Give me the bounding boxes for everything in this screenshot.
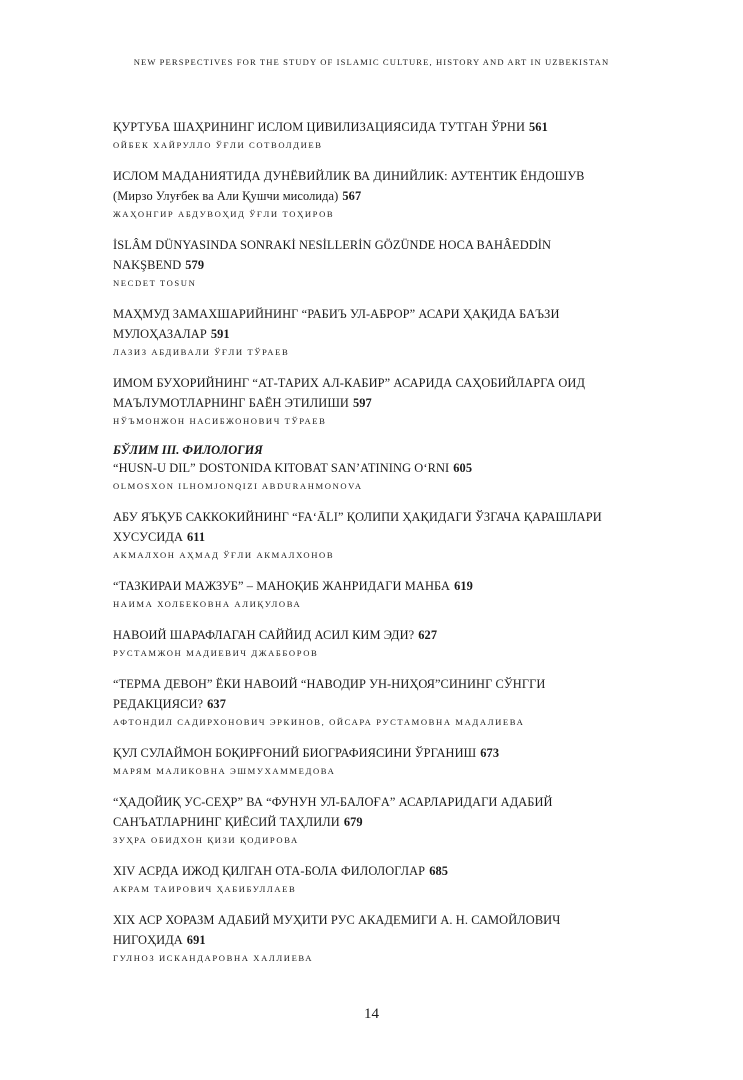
entry-title-text: САНЪАТЛАРНИНГ ҚИЁСИЙ ТАҲЛИЛИ: [113, 815, 340, 829]
entry-title-text: XIV АСРДА ИЖОД ҚИЛГАН ОТА-БОЛА ФИЛОЛОГЛАР: [113, 864, 426, 878]
section-entries: [113, 458, 633, 965]
entry-page-number: 591: [210, 327, 230, 341]
toc-entry: [113, 304, 633, 359]
entry-title-text: НАВОИЙ ШАРАФЛАГАН САЙЙИД АСИЛ КИМ ЭДИ?: [113, 628, 415, 642]
entry-page-number: 685: [429, 864, 449, 878]
entry-author: НАИМА ХОЛБЕКОВНА АЛИҚУЛОВА: [113, 599, 302, 609]
entry-title-text: МУЛОҲАЗАЛАР: [113, 327, 207, 341]
entry-title-text: “ҲАДОЙИҚ УС-СЕҲР” ВА “ФУНУН УЛ-БАЛОҒА” АСАРЛАРИДАГИ АДАБИЙ: [113, 795, 553, 809]
entry-title-text: РЕДАКЦИЯСИ?: [113, 697, 204, 711]
entry-page-number: 679: [343, 815, 363, 829]
entry-title: [113, 235, 633, 275]
entry-title-line: [113, 235, 633, 255]
entry-title: [113, 625, 633, 645]
entry-title-text: ХУСУСИДА: [113, 530, 184, 544]
entry-author: АКМАЛХОН АҲМАД ЎҒЛИ АКМАЛХОНОВ: [113, 550, 335, 560]
entry-title-line: [113, 743, 633, 763]
toc-entry: [113, 625, 633, 660]
entry-title-line: [113, 812, 633, 832]
entry-title-text: ИСЛОМ МАДАНИЯТИДА ДУНЁВИЙЛИК ВА ДИНИЙЛИК: АУТЕНТИК ЁНДОШУВ: [113, 169, 585, 183]
entry-title-text: МАЪЛУМОТЛАРНИНГ БАЁН ЭТИЛИШИ: [113, 396, 349, 410]
toc-entry: [113, 674, 633, 729]
toc-entry: [113, 861, 633, 896]
entry-title-line: [113, 861, 633, 881]
entry-title-text: ҚУРТУБА ШАҲРИНИНГ ИСЛОМ ЦИВИЛИЗАЦИЯСИДА ТУТГАН ЎРНИ: [113, 120, 525, 134]
entry-title-text: ИМОМ БУХОРИЙНИНГ “АТ-ТАРИХ АЛ-КАБИР” АСАРИДА САҲОБИЙЛАРГА ОИД: [113, 376, 586, 390]
entry-title-line: [113, 576, 633, 596]
entry-title-line: [113, 373, 633, 393]
toc-entry: [113, 458, 633, 493]
entry-title: [113, 507, 633, 547]
entry-author: МАРЯМ МАЛИКОВНА ЭШМУХАММЕДОВА: [113, 766, 336, 776]
entry-title-line: [113, 910, 633, 930]
entry-page-number: 673: [480, 746, 500, 760]
entry-title-line: [113, 324, 633, 344]
entry-title-line: [113, 930, 633, 950]
entry-title-line: [113, 117, 633, 137]
toc-entry: [113, 166, 633, 221]
section-heading: БЎЛИМ III. ФИЛОЛОГИЯ: [113, 443, 263, 457]
entry-title-line: [113, 694, 633, 714]
entry-title-text: XIX АСР ХОРАЗМ АДАБИЙ МУҲИТИ РУС АКАДЕМИГИ А. Н. САМОЙЛОВИЧ: [113, 913, 561, 927]
entry-page-number: 567: [342, 189, 362, 203]
entry-page-number: 637: [207, 697, 226, 711]
entry-title-text: АБУ ЯЪҚУБ САККОКИЙНИНГ “FA‘ĀLI” ҚОЛИПИ ҲАҚИДАГИ ЎЗГАЧА ҚАРАШЛАРИ: [113, 510, 602, 524]
entry-title-line: [113, 393, 633, 413]
entry-title-line: [113, 625, 633, 645]
entry-author: ЛАЗИЗ АБДИВАЛИ ЎҒЛИ ТЎРАЕВ: [113, 347, 290, 357]
toc-entry: [113, 117, 633, 152]
entry-title: [113, 792, 633, 832]
entry-title-line: [113, 255, 633, 275]
entry-page-number: 691: [186, 933, 206, 947]
entry-author: ЗУҲРА ОБИДХОН ҚИЗИ ҚОДИРОВА: [113, 835, 299, 845]
entry-author: ЖАҲОНГИР АБДУВОҲИД ЎҒЛИ ТОҲИРОВ: [113, 209, 335, 219]
entry-page-number: 579: [185, 258, 205, 272]
page-number: 14: [364, 1006, 379, 1022]
toc-entries: [113, 117, 633, 428]
table-of-contents: [113, 117, 633, 979]
entry-title-line: [113, 304, 633, 324]
entry-title-line: [113, 458, 633, 478]
entry-page-number: 627: [418, 628, 438, 642]
entry-title-text: İSLÂM DÜNYASINDA SONRAKİ NESİLLERİN GÖZÜNDE HOCA BAHÂEDDİN: [113, 238, 552, 252]
toc-entry: [113, 507, 633, 562]
toc-entry: [113, 235, 633, 290]
entry-title: [113, 304, 633, 344]
entry-title: [113, 674, 633, 714]
entry-title-text: “ТЕРМА ДЕВОН” ЁКИ НАВОИЙ “НАВОДИР УН-НИҲОЯ”СИНИНГ СЎНГГИ: [113, 677, 546, 691]
entry-title-line: [113, 507, 633, 527]
entry-title-text: NAKŞBEND: [113, 258, 182, 272]
entry-title-line: [113, 674, 633, 694]
entry-author: NECDET TOSUN: [113, 278, 197, 288]
entry-page-number: 561: [529, 120, 548, 134]
running-header: NEW PERSPECTIVES FOR THE STUDY OF ISLAMIC CULTURE, HISTORY AND ART IN UZBEKISTAN: [133, 57, 610, 67]
entry-title-line: [113, 186, 633, 206]
entry-title-text: ҚУЛ СУЛАЙМОН БОҚИРҒОНИЙ БИОГРАФИЯСИНИ ЎРГАНИШ: [113, 746, 477, 760]
entry-title-line: [113, 527, 633, 547]
entry-title: [113, 743, 633, 763]
entry-author: ГУЛНОЗ ИСКАНДАРОВНА ХАЛЛИЕВА: [113, 953, 314, 963]
entry-author: АФТОНДИЛ САДИРХОНОВИЧ ЭРКИНОВ, ОЙСАРА РУСТАМОВНА МАДАЛИЕВА: [113, 717, 525, 727]
entry-title: [113, 910, 633, 950]
entry-title: [113, 458, 633, 478]
entry-author: OLMOSXON ILHOMJONQIZI ABDURAHMONOVA: [113, 481, 363, 491]
toc-entry: [113, 910, 633, 965]
entry-title-text: НИГОҲИДА: [113, 933, 183, 947]
entry-author: ОЙБЕК ХАЙРУЛЛО ЎҒЛИ СОТВОЛДИЕВ: [113, 140, 323, 150]
toc-entry: [113, 792, 633, 847]
entry-title: [113, 861, 633, 881]
entry-title-line: [113, 166, 633, 186]
entry-title-text: (Мирзо Улуғбек ва Али Қушчи мисолида): [113, 189, 339, 203]
entry-author: АКРАМ ТАИРОВИЧ ҲАБИБУЛЛАЕВ: [113, 884, 297, 894]
entry-author: НЎЪМОНЖОН НАСИБЖОНОВИЧ ТЎРАЕВ: [113, 416, 327, 426]
entry-page-number: 597: [352, 396, 372, 410]
toc-entry: [113, 743, 633, 778]
entry-page-number: 619: [454, 579, 473, 593]
entry-title: [113, 117, 633, 137]
entry-page-number: 611: [187, 530, 206, 544]
entry-page-number: 605: [453, 461, 473, 475]
entry-title: [113, 166, 633, 206]
entry-title-line: [113, 792, 633, 812]
entry-title: [113, 373, 633, 413]
toc-entry: [113, 576, 633, 611]
toc-entry: [113, 373, 633, 428]
entry-title-text: МАҲМУД ЗАМАХШАРИЙНИНГ “РАБИЪ УЛ-АБРОР” АСАРИ ҲАҚИДА БАЪЗИ: [113, 307, 560, 321]
entry-author: РУСТАМЖОН МАДИЕВИЧ ДЖАББОРОВ: [113, 648, 319, 658]
entry-title-text: “ТАЗКИРАИ МАЖЗУБ” – МАНОҚИБ ЖАНРИДАГИ МАНБА: [113, 579, 451, 593]
entry-title: [113, 576, 633, 596]
entry-title-text: “HUSN-U DIL” DOSTONIDA KITOBAT SAN’ATINING O‘RNI: [113, 461, 450, 475]
